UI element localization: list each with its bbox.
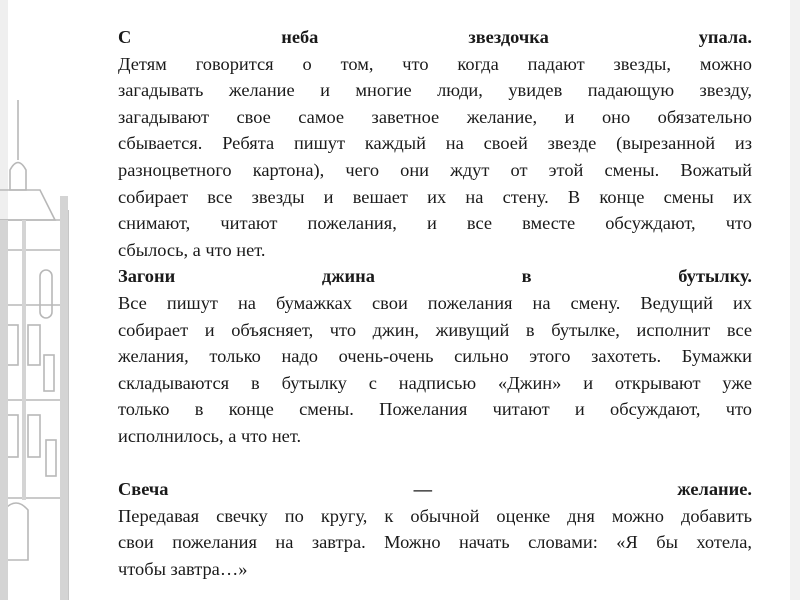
body-line: разноцветного картона), чего они ждут от этой смены. Вожатый: [118, 159, 752, 180]
body-line: снимают, читают пожелания, и все вместе обсуждают, что: [118, 213, 752, 234]
section-title-star: С неба звездочка упала.: [118, 27, 752, 47]
body-line: свои пожелания на завтра. Можно начать словами: «Я бы хотела,: [118, 532, 752, 553]
body-line: загадывать желание и многие люди, увидев падающую звезду,: [118, 80, 752, 101]
body-line: Детям говорится о том, что когда падают звезды, можно: [118, 53, 752, 74]
body-line: сбывается. Ребята пишут каждый на своей звезде (вырезанной из: [118, 133, 752, 154]
body-line: собирает все звезды и вешает их на стену. В конце смены их: [118, 186, 752, 207]
body-line: Все пишут на бумажках свои пожелания на смену. Ведущий их: [118, 292, 752, 313]
body-line: сбылось, а что нет.: [118, 239, 266, 260]
body-line: желания, только надо очень-очень сильно этого захотеть. Бумажки: [118, 346, 752, 367]
section-title-genie: Загони джина в бутылку.: [118, 266, 752, 287]
text-content: [118, 24, 752, 582]
body-line: складываются в бутылку с надписью «Джин» и открывают уже: [118, 372, 752, 393]
body-line: загадывают свое самое заветное желание, и оно обязательно: [118, 106, 752, 127]
body-line: исполнилось, а что нет.: [118, 425, 302, 446]
body-line: собирает и объясняет, что джин, живущий в бутылке, исполнит все: [118, 319, 752, 340]
section-title-candle: Свеча — желание.: [118, 479, 752, 500]
right-frame-strip: [790, 0, 800, 600]
building-illustration: [0, 100, 80, 600]
body-line: чтобы завтра…»: [118, 558, 248, 579]
body-line: Передавая свечку по кругу, к обычной оценке дня можно добавить: [118, 505, 752, 526]
paragraph-gap: [118, 450, 752, 477]
body-line: только в конце смены. Пожелания читают и обсуждают, что: [118, 399, 752, 420]
